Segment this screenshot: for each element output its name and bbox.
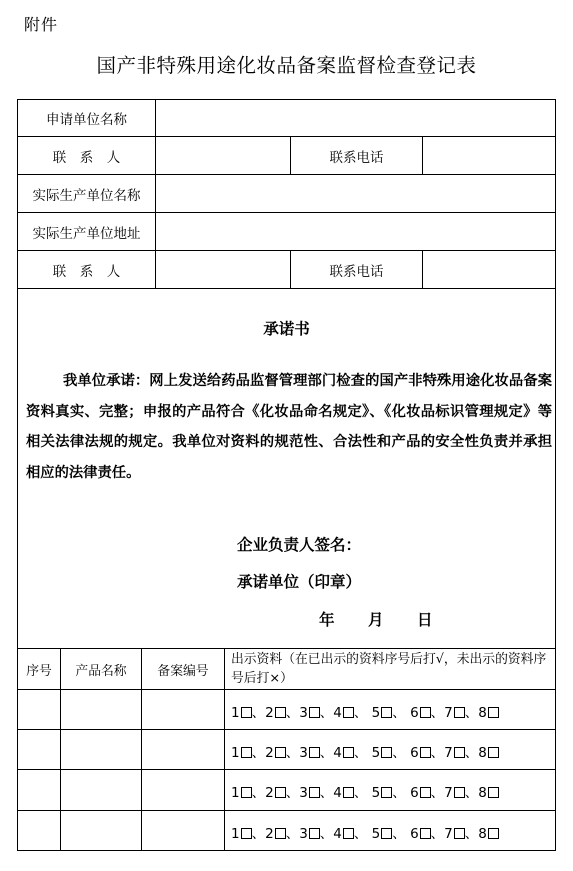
attachment-label: 附件 [24, 15, 59, 34]
checkbox-icon[interactable] [488, 707, 499, 718]
checkbox-icon[interactable] [275, 707, 286, 718]
separator: 、 [285, 705, 300, 721]
checkbox-icon[interactable] [309, 707, 320, 718]
material-option-number: 4 [333, 745, 342, 761]
material-option-number: 7 [444, 705, 453, 721]
checkbox-icon[interactable] [309, 747, 320, 758]
header-display-materials: 出示资料（在已出示的资料序号后打√，未出示的资料序号后打×） [231, 652, 547, 686]
separator: 、 [251, 705, 266, 721]
material-option[interactable] [265, 745, 286, 761]
material-option[interactable] [333, 745, 354, 761]
checkbox-icon[interactable] [381, 747, 392, 758]
material-option-number: 5 [371, 826, 381, 842]
material-option[interactable] [333, 785, 354, 801]
checkbox-icon[interactable] [275, 828, 286, 839]
material-option-number: 2 [265, 705, 274, 721]
form-title: 国产非特殊用途化妆品备案监督检查登记表 [96, 54, 477, 77]
material-option[interactable] [372, 705, 393, 721]
material-option-number: 3 [299, 705, 308, 721]
checkbox-icon[interactable] [454, 787, 465, 798]
checkbox-icon[interactable] [343, 747, 354, 758]
separator: 、 [251, 745, 266, 761]
checkbox-icon[interactable] [241, 747, 252, 758]
signature-label: 企业负责人签名： [237, 535, 362, 554]
separator: 、 [319, 705, 334, 721]
material-option[interactable] [231, 826, 252, 842]
separator: 、 [353, 785, 372, 801]
phone-field[interactable] [423, 137, 555, 174]
material-option[interactable] [372, 826, 393, 842]
applicant-name-label: 申请单位名称 [46, 112, 127, 128]
material-option[interactable] [478, 705, 499, 721]
checkbox-icon[interactable] [381, 828, 392, 839]
checkbox-icon[interactable] [420, 707, 431, 718]
date-day-label: 日 [417, 610, 433, 629]
material-option[interactable] [410, 826, 431, 842]
material-option[interactable] [231, 785, 252, 801]
material-option[interactable] [410, 705, 431, 721]
checkbox-icon[interactable] [241, 707, 252, 718]
material-option[interactable] [478, 826, 499, 842]
separator: 、 [392, 705, 411, 721]
material-option-number: 5 [371, 785, 381, 801]
actual-producer-address-label: 实际生产单位地址 [32, 225, 141, 242]
checkbox-icon[interactable] [275, 747, 286, 758]
material-option[interactable] [410, 745, 431, 761]
header-filing-number: 备案编号 [157, 663, 209, 679]
checkbox-icon[interactable] [309, 828, 320, 839]
material-option[interactable] [231, 705, 252, 721]
separator: 、 [251, 826, 266, 842]
material-option-number: 2 [265, 745, 274, 761]
material-option-number: 3 [299, 745, 308, 761]
actual-producer-address-field[interactable] [156, 213, 555, 250]
phone-label: 联系电话 [329, 149, 384, 166]
separator: 、 [464, 826, 479, 842]
material-option-number: 6 [410, 785, 419, 801]
table-row [231, 822, 499, 842]
separator: 、 [392, 826, 411, 842]
material-option-number: 4 [333, 785, 342, 801]
contact-label: 联 系 人 [52, 149, 121, 166]
material-option[interactable] [410, 785, 431, 801]
pledge-body: 我单位承诺：网上发送给药品监督管理部门检查的国产非特殊用途化妆品备案资料真实、完整；申报的产品符合《化妆品命名规定》、《化妆品标识管理规定》等相关法律法规的规定。我单位对资料的规范性、合法性和产品的安全性负责并承担相应的法律责任。 [26, 373, 552, 482]
separator: 、 [285, 785, 300, 801]
material-option-number: 3 [299, 826, 308, 842]
phone-label-2: 联系电话 [329, 263, 384, 280]
separator: 、 [285, 745, 300, 761]
table-row [231, 701, 499, 721]
separator: 、 [430, 785, 445, 801]
checkbox-icon[interactable] [309, 787, 320, 798]
checkbox-icon[interactable] [454, 707, 465, 718]
row-divider [17, 288, 556, 289]
separator: 、 [430, 826, 445, 842]
material-option-number: 8 [478, 826, 487, 842]
header-serial: 序号 [26, 663, 52, 679]
separator: 、 [353, 826, 372, 842]
column-divider [224, 648, 225, 851]
checkbox-icon[interactable] [454, 747, 465, 758]
checkbox-icon[interactable] [381, 707, 392, 718]
material-option-number: 6 [410, 826, 419, 842]
contact-label-2: 联 系 人 [52, 263, 121, 280]
material-option-number: 1 [231, 745, 240, 761]
material-option[interactable] [372, 785, 393, 801]
material-option[interactable] [333, 705, 354, 721]
row-divider [17, 810, 556, 811]
table-row [231, 781, 499, 801]
actual-producer-name-field[interactable] [156, 175, 555, 212]
actual-producer-name-label: 实际生产单位名称 [32, 187, 141, 204]
material-option[interactable] [299, 826, 320, 842]
separator: 、 [464, 745, 479, 761]
contact-field[interactable] [156, 137, 290, 174]
material-option-number: 7 [444, 826, 453, 842]
material-option[interactable] [265, 785, 286, 801]
separator: 、 [430, 745, 445, 761]
checkbox-icon[interactable] [420, 747, 431, 758]
checkbox-icon[interactable] [420, 787, 431, 798]
material-option[interactable] [265, 826, 286, 842]
material-option[interactable] [231, 745, 252, 761]
checkbox-icon[interactable] [454, 828, 465, 839]
checkbox-icon[interactable] [488, 787, 499, 798]
material-option-number: 6 [410, 705, 419, 721]
row-divider [17, 729, 556, 730]
separator: 、 [464, 705, 479, 721]
material-option-number: 3 [299, 785, 308, 801]
material-option[interactable] [444, 785, 465, 801]
checkbox-icon[interactable] [343, 828, 354, 839]
phone-field-2[interactable] [423, 251, 555, 288]
material-option[interactable] [444, 705, 465, 721]
seal-label: 承诺单位（印章） [237, 572, 362, 591]
material-option[interactable] [372, 745, 393, 761]
row-divider [17, 689, 556, 690]
material-option-number: 1 [231, 785, 240, 801]
material-option[interactable] [478, 745, 499, 761]
material-option-number: 5 [371, 745, 381, 761]
material-option[interactable] [444, 826, 465, 842]
material-option[interactable] [299, 745, 320, 761]
material-option[interactable] [299, 785, 320, 801]
separator: 、 [353, 745, 372, 761]
material-option-number: 4 [333, 705, 342, 721]
material-option-number: 6 [410, 745, 419, 761]
material-option-number: 8 [478, 745, 487, 761]
material-option-number: 2 [265, 826, 274, 842]
separator: 、 [319, 745, 334, 761]
separator: 、 [285, 826, 300, 842]
checkbox-icon[interactable] [488, 747, 499, 758]
checkbox-icon[interactable] [381, 787, 392, 798]
separator: 、 [392, 785, 411, 801]
checkbox-icon[interactable] [275, 787, 286, 798]
material-option[interactable] [299, 705, 320, 721]
material-option-number: 1 [231, 826, 240, 842]
material-option[interactable] [444, 745, 465, 761]
separator: 、 [353, 705, 372, 721]
row-divider [17, 769, 556, 770]
material-option-number: 5 [371, 705, 381, 721]
material-option-number: 8 [478, 705, 487, 721]
table-row [231, 741, 499, 761]
date-year-label: 年 [319, 610, 335, 629]
material-option[interactable] [333, 826, 354, 842]
separator: 、 [464, 785, 479, 801]
material-option-number: 8 [478, 785, 487, 801]
separator: 、 [251, 785, 266, 801]
separator: 、 [319, 826, 334, 842]
material-option[interactable] [265, 705, 286, 721]
checkbox-icon[interactable] [241, 787, 252, 798]
applicant-name-field[interactable] [156, 100, 555, 136]
date-month-label: 月 [368, 610, 384, 629]
material-option-number: 7 [444, 745, 453, 761]
contact-field-2[interactable] [156, 251, 290, 288]
material-option-number: 7 [444, 785, 453, 801]
checkbox-icon[interactable] [488, 828, 499, 839]
material-option-number: 4 [333, 826, 342, 842]
pledge-title: 承诺书 [263, 319, 310, 338]
material-option-number: 2 [265, 785, 274, 801]
material-option[interactable] [478, 785, 499, 801]
header-product-name: 产品名称 [75, 663, 127, 679]
separator: 、 [430, 705, 445, 721]
separator: 、 [319, 785, 334, 801]
checkbox-icon[interactable] [241, 828, 252, 839]
material-option-number: 1 [231, 705, 240, 721]
separator: 、 [392, 745, 411, 761]
checkbox-icon[interactable] [343, 707, 354, 718]
checkbox-icon[interactable] [343, 787, 354, 798]
checkbox-icon[interactable] [420, 828, 431, 839]
